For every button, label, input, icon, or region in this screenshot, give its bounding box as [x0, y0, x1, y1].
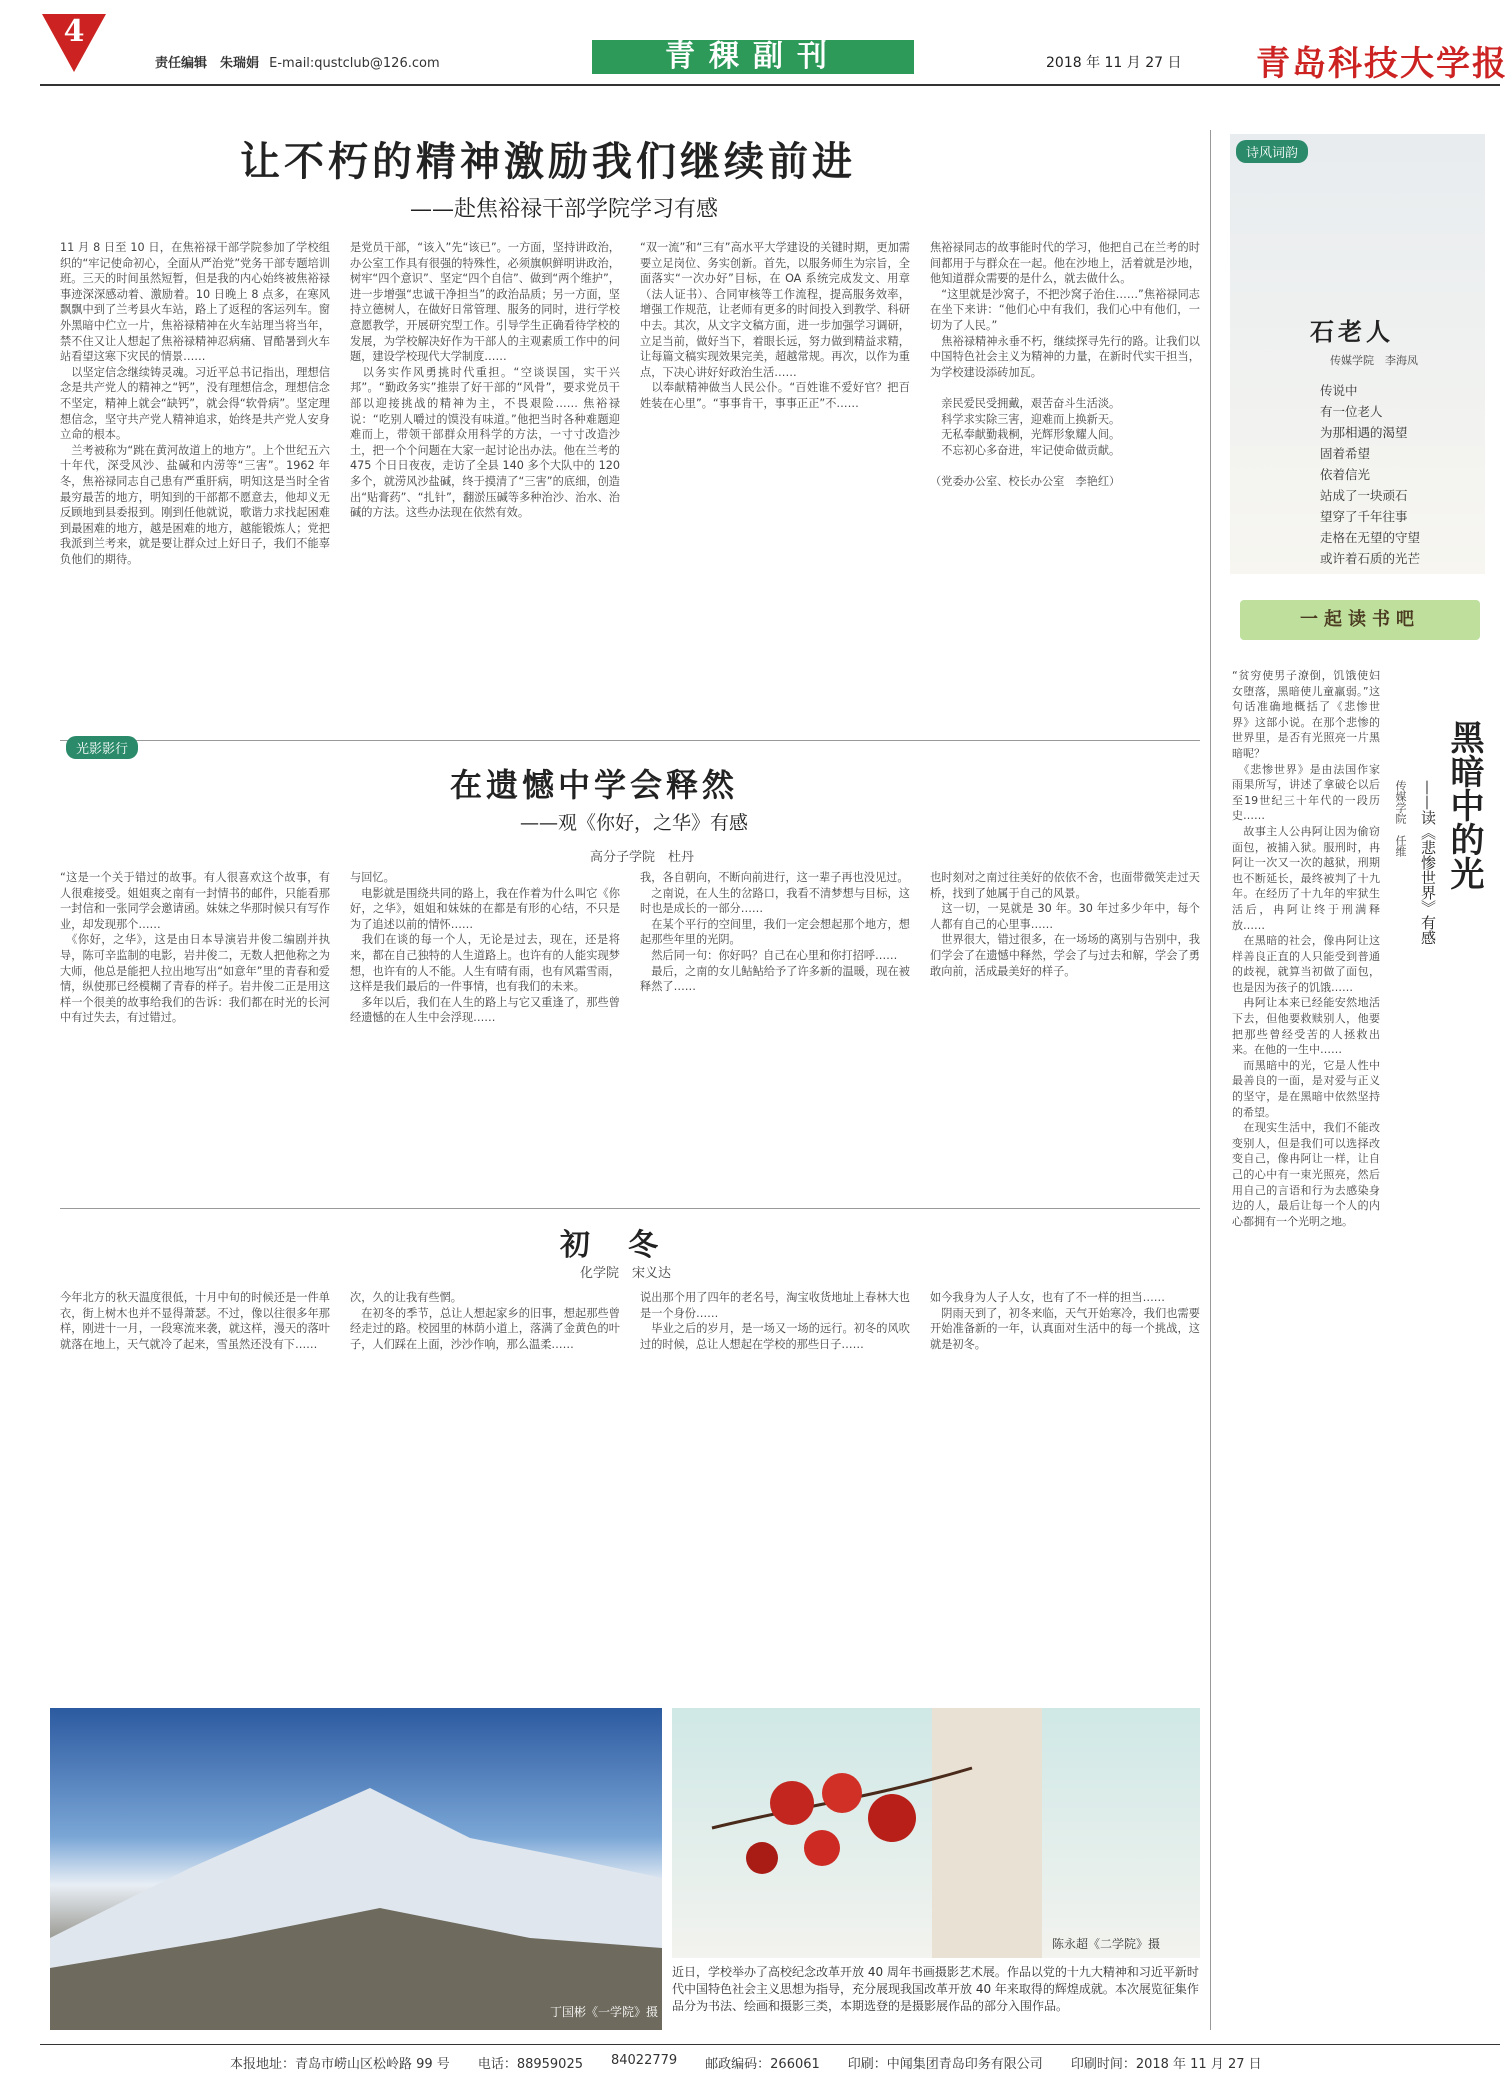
maple-leaves [672, 1708, 1200, 1958]
article3-title: 初 冬 [560, 1228, 662, 1263]
article2-column-3: 我，各自朝向，不断向前进行，这一辈子再也没见过。 之南说，在人生的岔路口，我看不清梦想与目标，这时也是成长的一部分…… 在某个平行的空间里，我们一定会想起那个地方，想起那些年里的光阴。 然后同一句：你好吗？自己在心里和你打招呼…… 最后，之南的女儿鲇鲇给予了许多新的温暖，现在被释然了…… [640, 871, 910, 994]
article2-title: 在遗憾中学会释然 [450, 766, 739, 804]
article1-column-1: 11 月 8 日至 10 日，在焦裕禄干部学院参加了学校组织的“牢记使命初心，全面从严治党”党务干部专题培训班。三天的时间虽然短暂，但是我的内心始终被焦裕禄事迹深深感动着、激励着。10 日晚上 8 点多，在寒风飘飘中到了兰考县火车站，路上了返程的客运列车。窗外黑暗中伫立一片，焦裕禄精神在火车站理当将当年，禁不住又让人想起了焦裕禄精神忍病痛、冒酷暑到火车站看望这寒下灾民的情景…… 以坚定信念继续铸灵魂。习近平总书记指出，理想信念是共产党人的精神之“钙”，没有理想信念，理想信念不坚定，精神上就会“缺钙”，就会得“软骨病”。坚定理想信念，坚守共产党人精神追求，始终是共产党人安身立命的根本。 兰考被称为“跳在黄河故道上的地方”。上个世纪五六十年代，深受风沙、盐碱和内涝等“三害”。1962 年冬，焦裕禄同志自己患有严重肝病，明知这是当时全省最穷最苦的地方，明知到的干部都不愿意去，他却义无反顾地到县委报到。刚到任他就说，歌谐力求找起困难到最困难的地方，越是困难的地方，越能锻炼人；党把我派到兰考来，就是要让群众过上好日子，我们不能辜负他们的期待。 [60, 241, 330, 566]
article2-subtitle: ——观《你好，之华》有感 [520, 812, 749, 834]
section-tag-film: 光影影行 [66, 736, 138, 759]
article1-column-4: 焦裕禄同志的故事能时代的学习，他把自己在兰考的时间都用于与群众在一起。他在沙地上，活着就是沙地，他知道群众需要的是什么，就去做什么。 “这里就是沙窝子，不把沙窝子治住……”焦裕禄同志在坐下来讲：“他们心中有我们，我们心中有他们，一切为了人民。” 焦裕禄精神永垂不朽，继续探寻先行的路。让我们以中国特色社会主义为精神的力量，在新时代实干担当，为学校建设添砖加瓦。 亲民爱民受拥戴，艰苦奋斗生活淡。 科学求实除三害，迎难而上换新天。 无私奉献勤栽桐，光辉形象耀人间。 不忘初心多奋进，牢记使命做贡献。 （党委办公室、校长办公室 李艳红） [930, 241, 1200, 488]
page-number: 4 [63, 14, 85, 49]
photo-credit-left: 丁国彬《一学院》摄 [550, 2005, 659, 2019]
article1-column-2: 是党员干部，“该入”先“该已”。一方面，坚持讲政治，办公室工作具有很强的特殊性，必须旗帜鲜明讲政治，树牢“四个意识”、坚定“四个自信”、做到“两个维护”，进一步增强“忠诚干净担当”的政治品质；另一方面，坚持立德树人，在做好日常管理、服务的同时，进行学校意愿教学，开展研究型工作。引导学生正确看待学校的发展，为学校解决好作为干部人的主观素质工作中的问题，建设学校现代大学制度…… 以务实作风勇挑时代重担。“空谈误国，实干兴邦”。“勤政务实”推崇了好干部的“风骨”，要求党员干部以迎接挑战的精神为主，不畏艰险…… 焦裕禄说：“吃别人嚼过的馍没有味道。”他把当时各种难题迎难而上，带领干部群众用科学的方法，一寸寸改造沙土，把一个个问题在大家一起讨论出办法。他在兰考的 475 个日日夜夜，走访了全县 140 多个大队中的 120 多个，就涝风沙盐碱，终于摸清了“三害”的底细，创造出“贴膏药”、“扎针”，翻淤压碱等多种治沙、治水、治碱的方法。这些办法现在依然有效。 [350, 241, 620, 520]
article3-column-4: 如今我身为人子人女，也有了不一样的担当…… 阴雨天到了，初冬来临，天气开始寒冷，我们也需要开始准备新的一年，认真面对生活中的每一个挑战，这就是初冬。 [930, 1291, 1200, 1351]
editor-info [155, 52, 440, 71]
editor-email: E-mail:qustclub@126.com [269, 56, 440, 71]
article2-column-1: “这是一个关于错过的故事。有人很喜欢这个故事，有人很难接受。姐姐爽之南有一封情书的邮件，只能看那一封信和一张同学会邀请函。妹妹之华那时候只有写作业，却发现那个…… 《你好，之华》，这是由日本导演岩井俊二编剧并执导，陈可辛监制的电影，岩井俊二，无数人把他称之为大师，他总是能把人拉出地写出“如意年”里的青春和爱情，纵使那已经模糊了青春的样子。岩井俊二正是用这样一个很美的故事给我们的告诉：我们都在时光的长河中有过失去，有过错过。 [60, 871, 330, 1025]
poem-box [1230, 134, 1485, 574]
book-review-body: “贫穷使男子潦倒，饥饿使妇女堕落，黑暗使儿童羸弱。”这句话准确地概括了《悲惨世界》这部小说。在那个悲惨的世界里，是否有光照亮一片黑暗呢？ 《悲惨世界》是由法国作家雨果所写，讲述了拿破仑以后至19世纪三十年代的一段历史…… 故事主人公冉阿让因为偷窃面包，被捕入狱。服刑时，冉阿让一次又一次的越狱，刑期也不断延长，最终被判了十九年。在经历了十九年的牢狱生活后，冉阿让终于刑满释放…… 在黑暗的社会，像冉阿让这样善良正直的人只能受到普通的歧视，就算当初做了面包，也是因为孩子的饥饿…… 冉阿让本来已经能安然地活下去，但他要救赎别人，他要把那些曾经受苦的人拯救出来。在他的一生中…… 而黑暗中的光，它是人性中最善良的一面，是对爱与正义的坚守，是在黑暗中依然坚持的希望。 在现实生活中，我们不能改变别人，但是我们可以选择改变自己，像冉阿让一样，让自己的心中有一束光照亮，然后用自己的言语和行为去感染身边的人，最后让每一个人的内心都拥有一个光明之地。 [1232, 669, 1380, 1228]
photo-red-maple [672, 1708, 1200, 1958]
paper-name: 青岛科技大学报 [1256, 44, 1508, 84]
book-review-subtitle: ——读《悲惨世界》有感 [1419, 780, 1437, 945]
mountain-shape [50, 1708, 662, 2030]
poem-section-tag: 诗风词韵 [1236, 140, 1308, 163]
issue-date: 2018 年 11 月 27 日 [1046, 55, 1182, 71]
section-title: 青稞副刊 [592, 40, 914, 74]
article2-divider [60, 740, 1200, 741]
footer-print-date: 印刷时间：2018 年 11 月 27 日 [1070, 2057, 1262, 2072]
footer-postcode: 邮政编码：266061 [705, 2057, 820, 2072]
photo-caption: 近日，学校举办了高校纪念改革开放 40 周年书画摄影艺术展。作品以党的十九大精神和习近平新时代中国特色社会主义思想为指导，充分展现我国改革开放 40 年来取得的辉煌成就。本次展览征集作品分为书法、绘画和摄影三类，本期选登的是摄影展作品的部分入围作品。 [672, 1965, 1199, 2013]
article1-column-3: “双一流”和“三有”高水平大学建设的关键时期，更加需要立足岗位、务实创新。首先，以服务师生为宗旨，全面落实“一次办好”目标，在 OA 系统完成发文、用章（法人证书）、合同审核等工作流程，提高服务效率，增强工作规范，让老师有更多的时间投入到教学、科研中去。其次，从文字文稿方面，进一步加强学习调研，立足当前，做好当下，着眼长远，努力做到精益求精，让每篇文稿实现效果完美，超越常规。再次，以作为重点，下决心讲好好政治生活…… 以奉献精神做当人民公仆。“百姓谁不爱好官？把百姓装在心里”。“事事肯干，事事正正”不…… [640, 241, 910, 410]
article2-byline: 高分子学院 杜丹 [590, 850, 695, 865]
header-rule [40, 84, 1500, 86]
article3-column-1: 今年北方的秋天温度很低，十月中旬的时候还是一件单衣，街上树木也并不显得萧瑟。不过，像以往很多年那样，刚进十一月，一段寒流来袭，就这样，漫天的落叶就落在地上，天气就冷了起来，雪虽然还没有下…… [60, 1291, 330, 1351]
sidebar-divider [1210, 130, 1211, 2030]
article1-title: 让不朽的精神激励我们继续前进 [240, 138, 856, 185]
article3-column-3: 说出那个用了四年的老名号，淘宝收货地址上春林大也是一个身份…… 毕业之后的岁月，是一场又一场的远行。初冬的风吹过的时候，总让人想起在学校的那些日子…… [640, 1291, 910, 1351]
photo-credit-right: 陈永超《二学院》摄 [1052, 1937, 1161, 1951]
book-section-tag: 一起读书吧 [1240, 600, 1480, 640]
poem-body: 传说中 有一位老人 为那相遇的渴望 固着希望 依着信光 站成了一块顽石 望穿了千年往事 走格在无望的守望 或许着石质的光芒 [1320, 383, 1421, 566]
footer-phone2: 84022779 [610, 2053, 678, 2068]
book-review-title: 黑暗中的光 [1444, 720, 1484, 890]
poem-title: 石老人 [1310, 317, 1394, 346]
footer-phone: 电话：88959025 [477, 2057, 583, 2072]
book-review-author: 传媒学院 任维 [1394, 780, 1407, 857]
footer [230, 2053, 1480, 2072]
footer-address: 本报地址：青岛市崂山区松岭路 99 号 [230, 2057, 450, 2072]
article1-subtitle: ——赴焦裕禄干部学院学习有感 [410, 197, 719, 222]
masthead [0, 0, 1512, 84]
article3-column-2: 次，久的让我有些惘。 在初冬的季节，总让人想起家乡的旧事，想起那些曾经走过的路。校园里的林荫小道上，落满了金黄色的叶子，人们踩在上面，沙沙作响，那么温柔…… [350, 1291, 620, 1351]
footer-rule [40, 2044, 1500, 2045]
article3-byline: 化学院 宋义达 [580, 1266, 672, 1281]
editor-name: 责任编辑 朱瑞娟 [155, 56, 260, 71]
article3-divider [60, 1208, 1200, 1209]
photo-snow-mountain [50, 1708, 662, 2030]
footer-printer: 印刷：中闻集团青岛印务有限公司 [847, 2057, 1043, 2072]
article2-column-4: 也时刻对之南过往美好的依依不舍，也面带微笑走过天桥，找到了她属于自己的风景。 这一切，一晃就是 30 年。30 年过多少年中，每个人都有自己的心里事…… 世界很大，错过很多，在一场场的离别与告别中，我们学会了在遗憾中释然，学会了与过去和解，学会了勇敢向前，活成最美好的样子。 [930, 871, 1200, 978]
poem-author: 传媒学院 李海凤 [1330, 354, 1418, 367]
article2-column-2: 与回忆。 电影就是围绕共同的路上，我在作着为什么叫它《你好，之华》，姐姐和妹妹的在都是有形的心结，不只是为了追述以前的情怀…… 我们在谈的每一个人，无论是过去，现在，还是将来，都在自己独特的人生道路上。也许有的人能实现梦想，也许有的人不能。人生有晴有雨，也有风霜雪雨，这样是我们最后的一件事情，也有我们的未来。 多年以后，我们在人生的路上与它又重逢了，那些曾经遗憾的在人生中会浮现…… [350, 871, 620, 1025]
